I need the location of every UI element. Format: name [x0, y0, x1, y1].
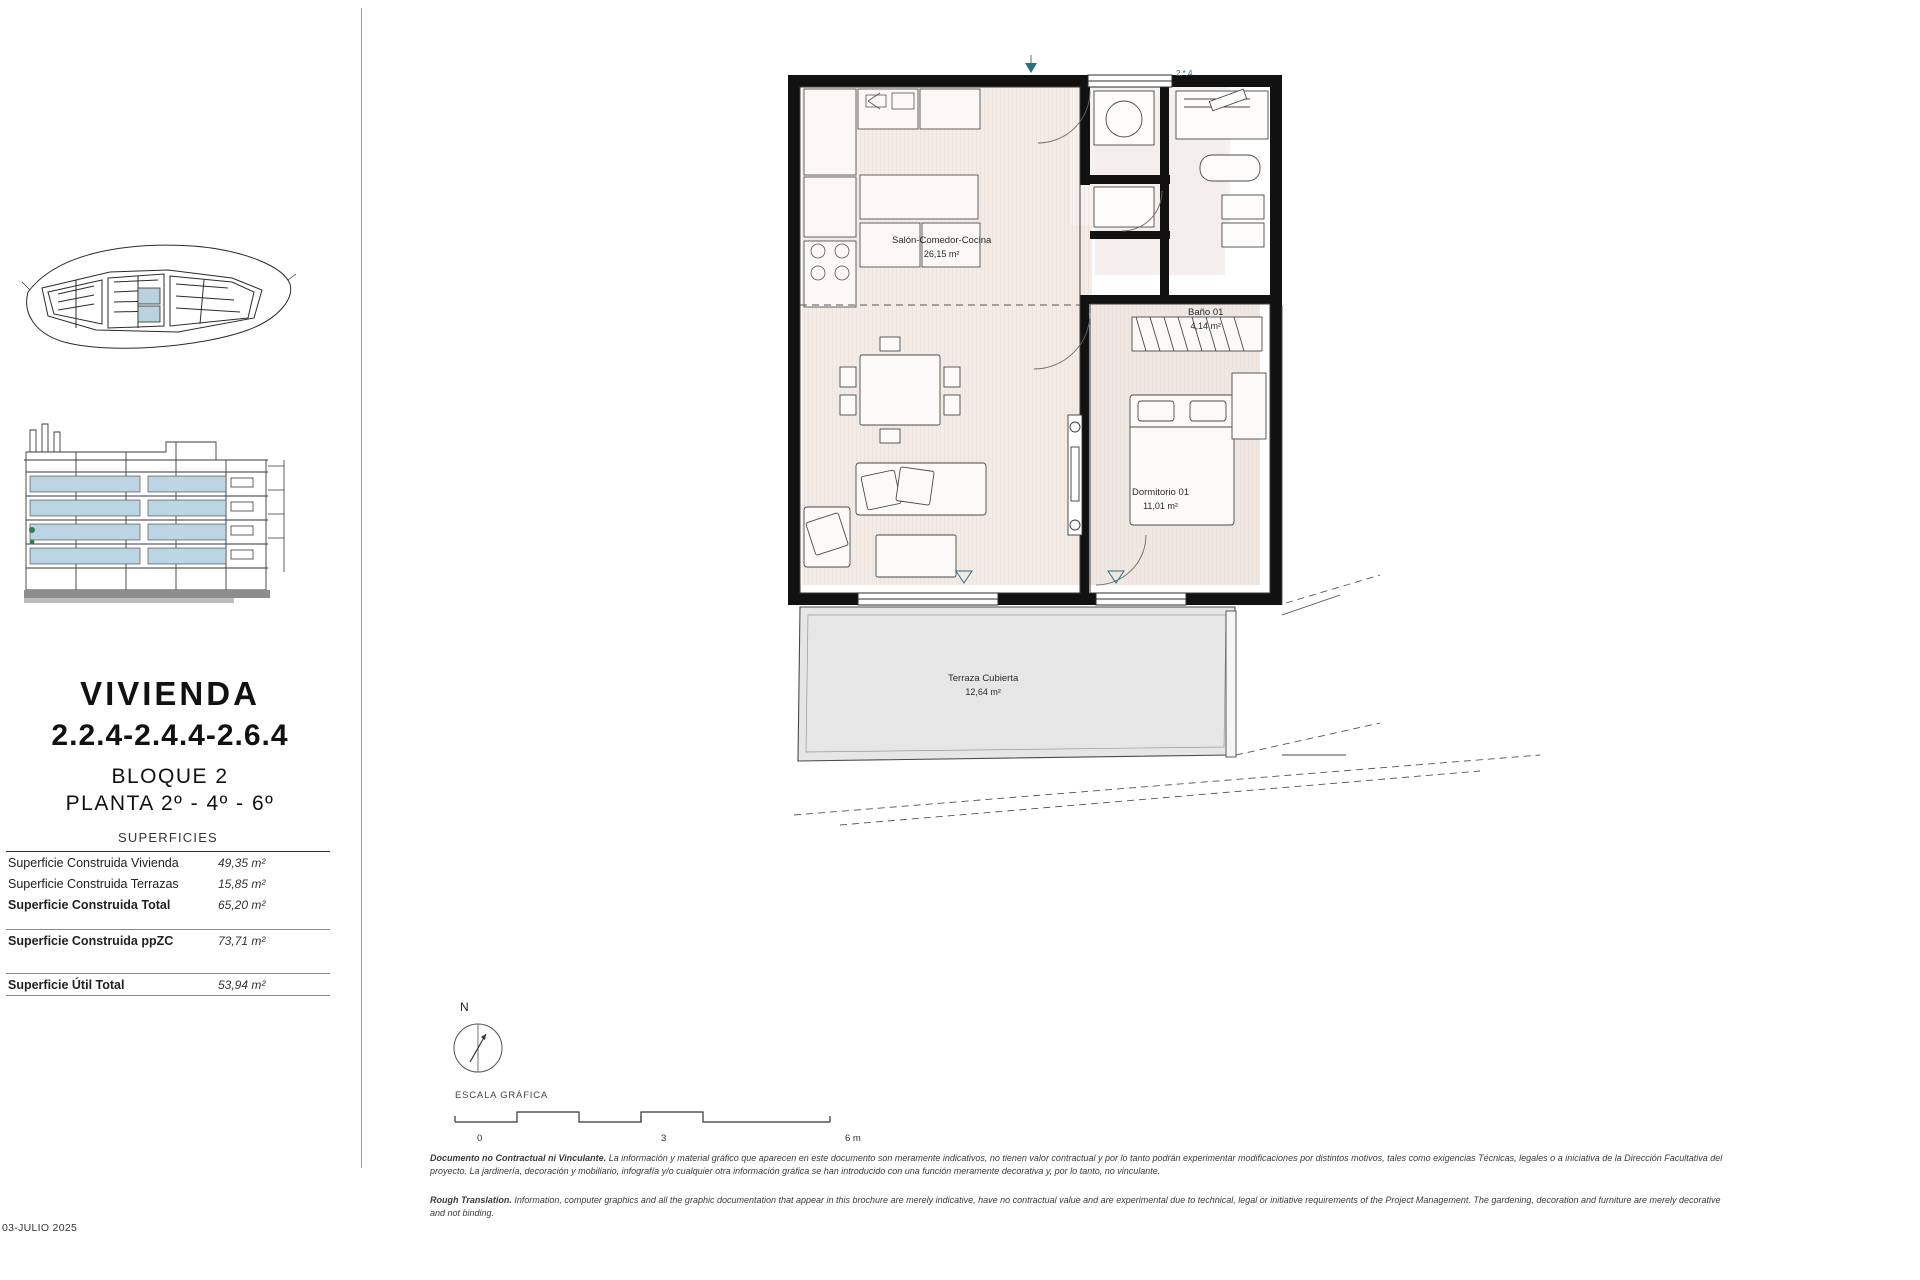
- room-name: Terraza Cubierta: [948, 673, 1019, 684]
- room-name: Dormitorio 01: [1132, 487, 1190, 498]
- table-row: [6, 873, 330, 894]
- disclaimer-es-strong: Documento no Contractual ni Vinculante.: [430, 1153, 607, 1163]
- graphic-scale: [430, 1090, 950, 1147]
- table-row: [6, 894, 330, 915]
- floorplan-area: [400, 0, 1920, 1280]
- scale-tick: 0: [477, 1133, 483, 1144]
- room-label-dormitorio: [1132, 487, 1189, 512]
- disclaimer-en: [430, 1194, 1730, 1220]
- disclaimer-es: [430, 1152, 1730, 1178]
- page-title: VIVIENDA: [80, 675, 260, 712]
- surface-label: Superficie Construida Total: [8, 898, 171, 912]
- surfaces-table: [6, 830, 330, 996]
- room-area: 4,14 m²: [1190, 320, 1221, 331]
- building-elevation-thumbnail: [16, 390, 316, 630]
- north-label: N: [460, 1000, 469, 1014]
- disclaimer-en-strong: Rough Translation.: [430, 1195, 512, 1206]
- table-row: [6, 852, 330, 873]
- room-area: 11,01 m²: [1143, 500, 1178, 511]
- surface-value: 49,35 m²: [218, 856, 266, 870]
- north-compass-icon: [440, 1010, 530, 1100]
- column-divider: [361, 8, 362, 1168]
- left-info-column: [0, 0, 360, 1280]
- surface-label: Superficie Construida Vivienda: [8, 856, 179, 870]
- room-label-salon: [892, 235, 991, 260]
- disclaimer: [430, 1152, 1730, 1236]
- surface-label: Superficie Útil Total: [8, 978, 125, 992]
- floorplan-drawing: [780, 55, 1560, 935]
- date-stamp: 03-JULIO 2025: [2, 1222, 78, 1234]
- scale-tick: 6 m: [845, 1133, 861, 1144]
- floor-label: PLANTA 2º - 4º - 6º: [65, 792, 275, 815]
- plan-reference-tag: 2.*.4: [1176, 69, 1193, 78]
- disclaimer-es-text: La información y material gráfico que aparecen en este documento son meramente indicativos, no tienen valor contractual y por lo tanto podrán experimentar modificaciones por distintos motivos, tales como exigencias Técnicas, legales o a iniciativa de la Dirección Facultativa del proyecto. La jardinería, decoración y mobiliario, infografía y/o cualquier otra información gráfica se han introducido con una función meramente decorativa y, por lo tanto, no vinculante.: [430, 1153, 1723, 1177]
- title-block: [0, 675, 340, 816]
- unit-codes: 2.2.4-2.4.4-2.6.4: [51, 719, 289, 752]
- disclaimer-en-text: Information, computer graphics and all the graphic documentation that appear in this brochure are merely indicative, have no contractual value and are experimental due to technical, legal or initiative requirements of the Project Management. The gardening, decoration and furniture are merely decorative and not binding.: [430, 1195, 1721, 1219]
- surface-value: 15,85 m²: [218, 877, 266, 891]
- table-row: [6, 974, 330, 995]
- scale-bar-icon: [430, 1106, 910, 1128]
- room-name: Salón-Comedor-Cocina: [892, 235, 992, 246]
- scale-tick: 3: [661, 1133, 667, 1144]
- room-label-terraza: [948, 673, 1018, 698]
- scale-caption: ESCALA GRÁFICA: [455, 1090, 549, 1101]
- surface-value: 73,71 m²: [218, 934, 266, 948]
- room-name: Baño 01: [1188, 307, 1224, 318]
- surfaces-header: SUPERFICIES: [118, 830, 218, 845]
- surface-value: 53,94 m²: [218, 978, 266, 992]
- room-area: 12,64 m²: [965, 686, 1001, 697]
- divider: [6, 995, 330, 996]
- surface-label: Superficie Construida ppZC: [8, 934, 174, 948]
- surface-label: Superficie Construida Terrazas: [8, 877, 179, 891]
- key-plan-thumbnail: [18, 232, 298, 362]
- surface-value: 65,20 m²: [218, 898, 266, 912]
- room-area: 26,15 m²: [923, 248, 960, 259]
- scale-tick-labels: [455, 1133, 915, 1147]
- table-row: [6, 930, 330, 951]
- room-label-bano: [1188, 307, 1223, 332]
- block-label: BLOQUE 2: [111, 765, 229, 788]
